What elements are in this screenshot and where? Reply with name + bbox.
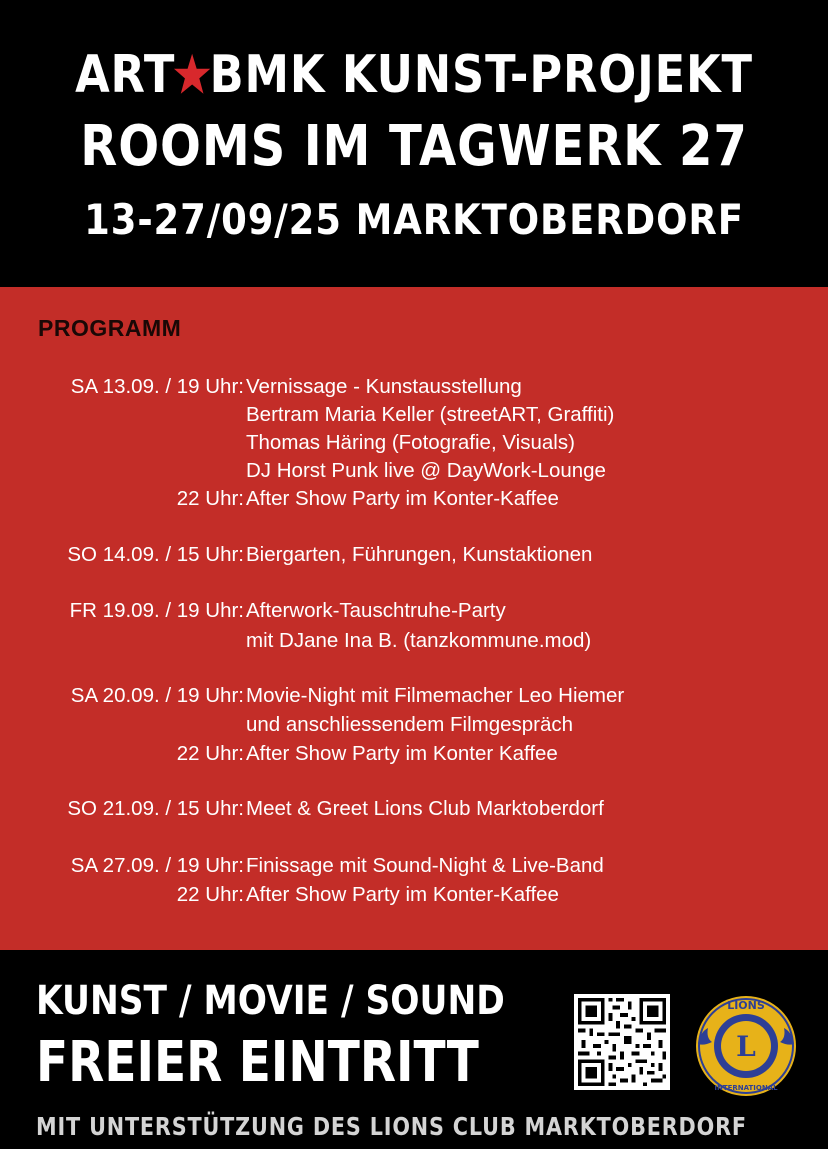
lions-top-text: LIONS — [727, 999, 765, 1012]
program-item: Thomas Häring (Fotografie, Visuals) — [246, 431, 575, 454]
program-item: After Show Party im Konter-Kaffee — [246, 487, 559, 510]
lions-center-letter: L — [736, 1030, 756, 1063]
program-line — [0, 739, 828, 769]
program-time: 22 Uhr: — [176, 487, 244, 510]
program-time: SO 21.09. / 15 Uhr: — [67, 797, 244, 820]
program-line — [0, 540, 828, 570]
program-line — [0, 710, 828, 740]
program-line — [0, 400, 828, 430]
program-line — [0, 428, 828, 458]
sponsor-line: MIT UNTERSTÜTZUNG DES LIONS CLUB MARKTOBERDORF — [36, 1112, 747, 1141]
program-section — [0, 287, 828, 950]
date-location-line: 13-27/09/25 MARKTOBERDORF — [84, 195, 744, 244]
title-art: ART — [75, 45, 176, 105]
program-line — [0, 596, 828, 626]
program-time: FR 19.09. / 19 Uhr: — [69, 599, 244, 622]
program-item: und anschliessendem Filmgespräch — [246, 713, 574, 736]
program-line — [0, 851, 828, 881]
lions-bottom-text: INTERNATIONAL — [714, 1084, 778, 1092]
program-item: Biergarten, Führungen, Kunstaktionen — [246, 543, 593, 566]
poster-header — [0, 0, 828, 287]
program-line — [0, 794, 828, 824]
program-line — [0, 880, 828, 910]
program-item: Movie-Night mit Filmemacher Leo Hiemer — [246, 684, 625, 707]
program-time: SA 20.09. / 19 Uhr: — [70, 684, 244, 707]
free-entry-line: FREIER EINTRITT — [36, 1030, 479, 1095]
program-item: mit DJane Ina B. (tanzkommune.mod) — [246, 629, 592, 652]
title-line-2: ROOMS IM TAGWERK 27 — [80, 114, 748, 179]
program-line — [0, 372, 828, 402]
program-title: PROGRAMM — [38, 315, 182, 341]
program-item: After Show Party im Konter-Kaffee — [246, 883, 559, 906]
program-time: SA 13.09. / 19 Uhr: — [70, 375, 244, 398]
program-item: Vernissage - Kunstausstellung — [246, 375, 522, 398]
program-item: Afterwork-Tauschtruhe-Party — [246, 599, 506, 622]
poster-footer — [0, 950, 828, 1149]
program-line — [0, 484, 828, 514]
program-item: Bertram Maria Keller (streetART, Graffiti) — [246, 403, 615, 426]
qr-code-icon[interactable] — [574, 994, 670, 1090]
lions-international-logo-icon — [694, 994, 798, 1098]
program-line — [0, 681, 828, 711]
program-item: Meet & Greet Lions Club Marktoberdorf — [246, 797, 604, 820]
program-item: After Show Party im Konter Kaffee — [246, 742, 558, 765]
program-time: 22 Uhr: — [176, 883, 244, 906]
red-star-icon — [173, 52, 211, 96]
program-item: Finissage mit Sound-Night & Live-Band — [246, 854, 604, 877]
program-line — [0, 626, 828, 656]
program-time: SA 27.09. / 19 Uhr: — [70, 854, 244, 877]
categories-line: KUNST / MOVIE / SOUND — [36, 978, 505, 1024]
title-line-1 — [58, 44, 770, 106]
program-time: 22 Uhr: — [176, 742, 244, 765]
program-item: DJ Horst Punk live @ DayWork-Lounge — [246, 459, 606, 482]
program-time: SO 14.09. / 15 Uhr: — [67, 543, 244, 566]
title-project: BMK KUNST-PROJEKT — [209, 45, 753, 105]
program-line — [0, 456, 828, 486]
